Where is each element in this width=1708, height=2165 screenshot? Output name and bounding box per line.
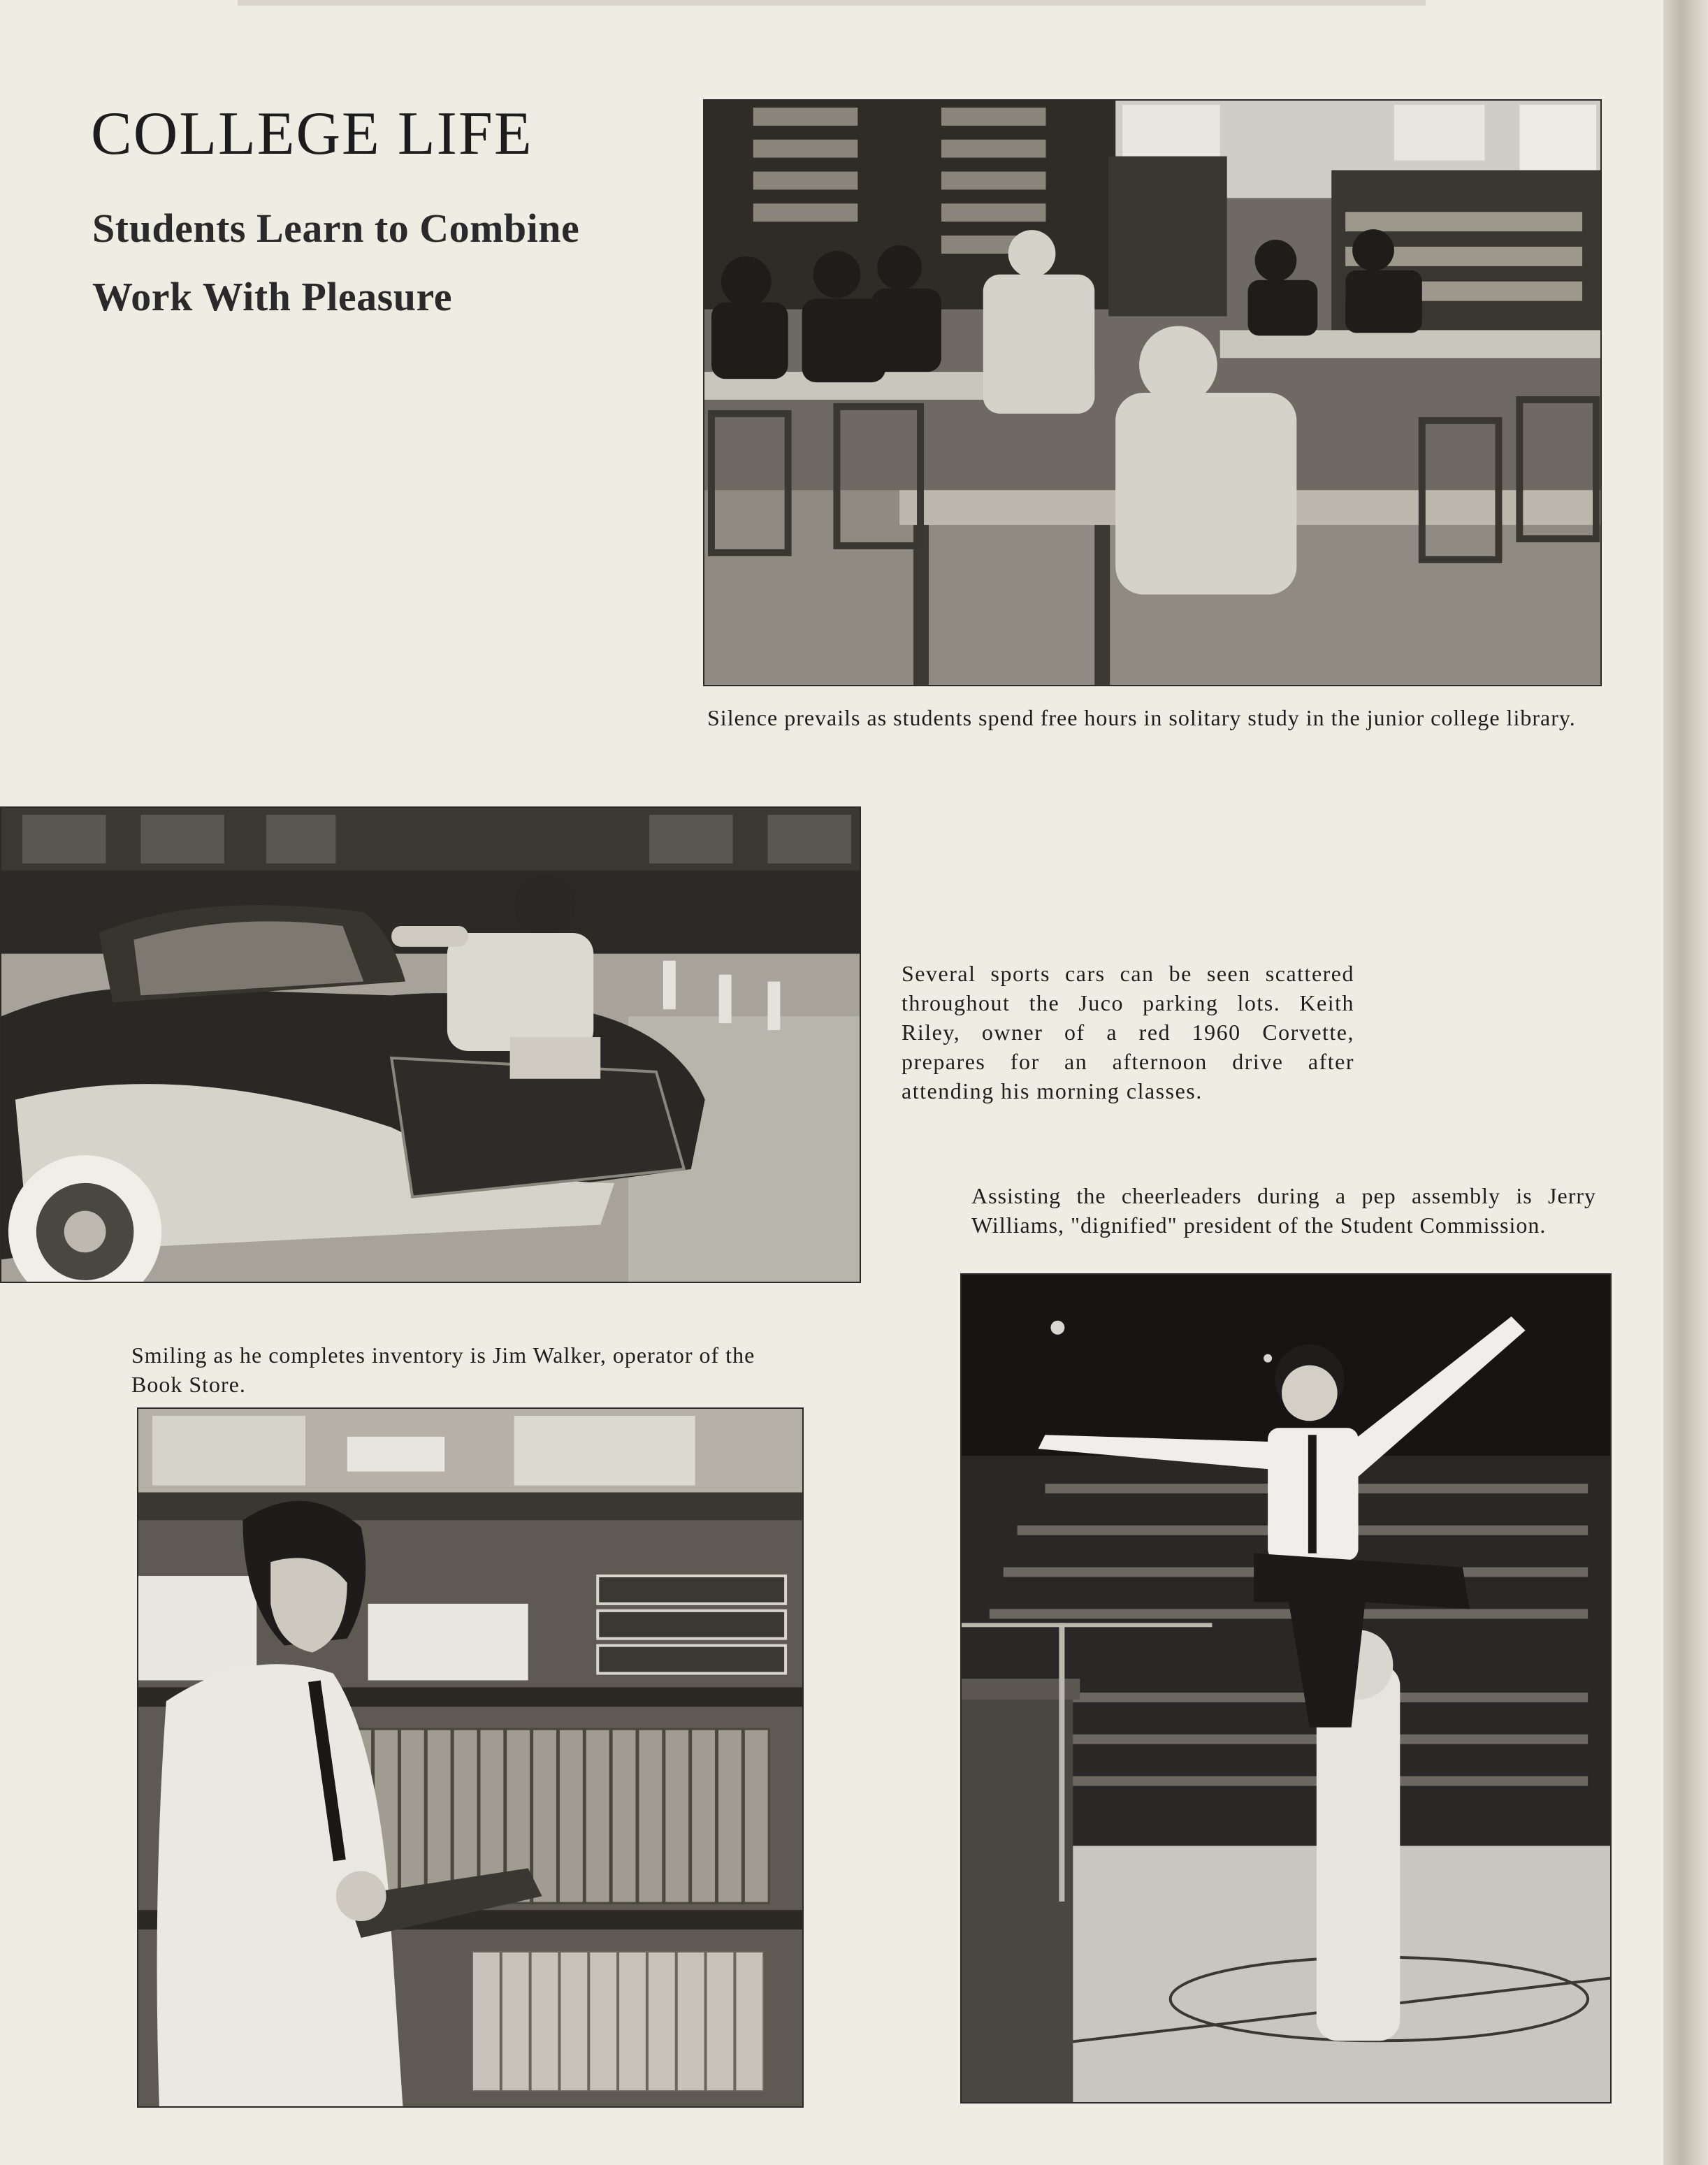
page-subtitle	[92, 194, 721, 331]
library-photo-icon	[703, 99, 1602, 686]
bookstore-caption: Smiling as he completes inventory is Jim Walker, operator of the Book Store.	[131, 1342, 755, 1397]
cars-caption: Several sports cars can be seen scattered throughout the Juco parking lots. Keith Riley, owner of a red 1960 Corvette, prepares for an afternoon drive after attending his morning classes.	[902, 961, 1354, 1103]
bookstore-photo-icon	[137, 1407, 804, 2108]
subtitle-line-2: Work With Pleasure	[92, 274, 452, 319]
top-shadow	[238, 0, 1426, 6]
library-caption: Silence prevails as students spend free hours in solitary study in the junior college library.	[707, 705, 1576, 730]
cheer-photo-icon	[960, 1273, 1612, 2104]
car-photo-icon	[0, 806, 861, 1283]
page-edge	[1663, 0, 1708, 2165]
page-title: COLLEGE LIFE	[91, 100, 533, 168]
cheer-caption: Assisting the cheerleaders during a pep assembly is Jerry Williams, "dignified" president of the Student Commission.	[971, 1183, 1596, 1238]
subtitle-line-1: Students Learn to Combine	[92, 205, 580, 251]
